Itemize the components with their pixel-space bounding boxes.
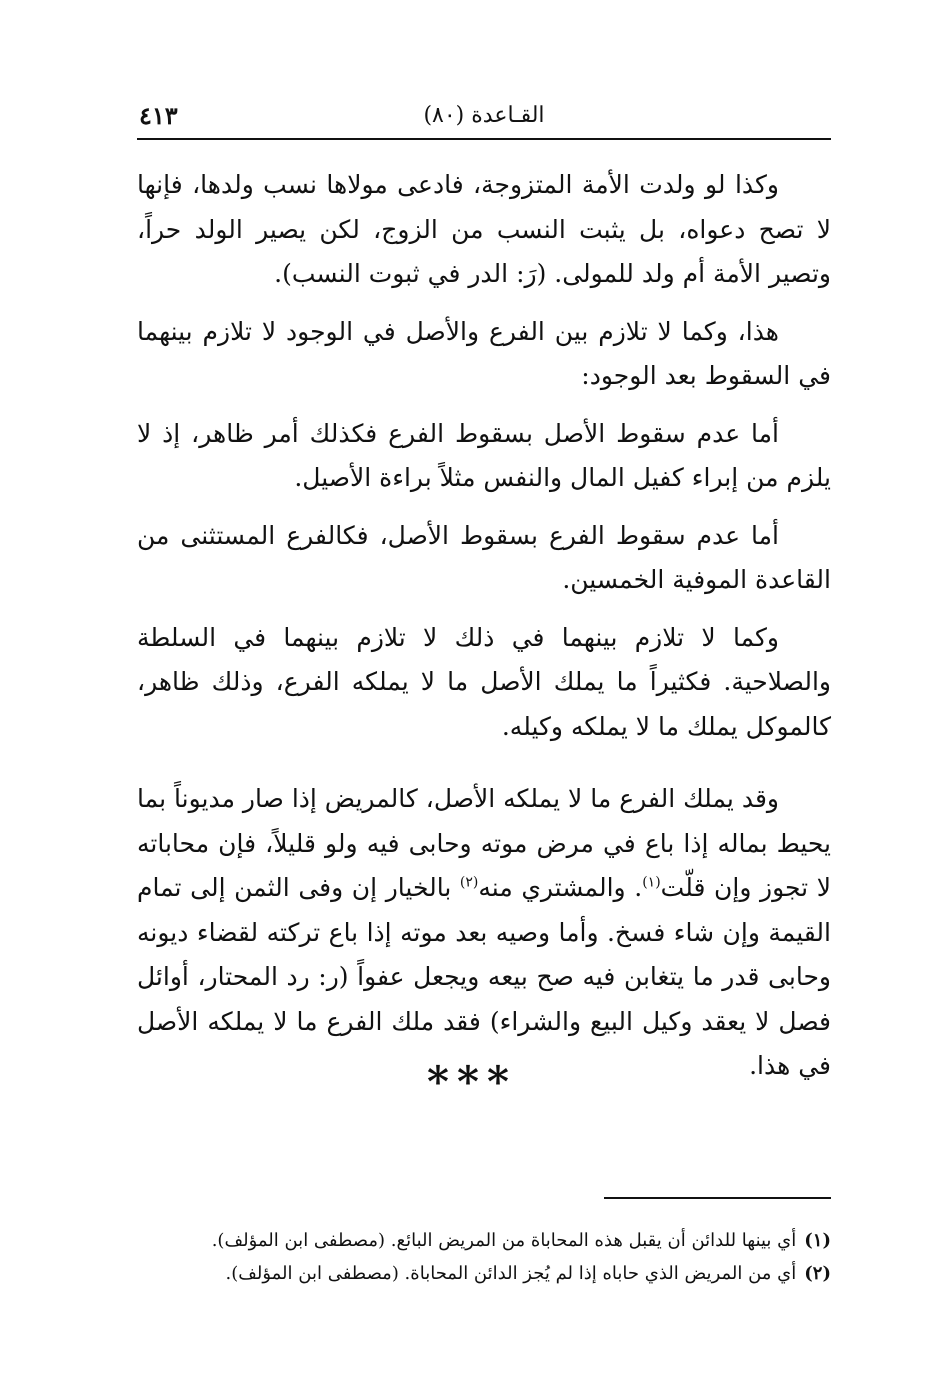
paragraph-6-part-3: بالخيار إن وفى الثمن إلى تمام القيمة وإن شاء فسخ. وأما وصيه بعد موته إذا باع تركته لقضاء ديونه وحابى قدر ما يتغابن فيه صح بيعه ويجعل عفواً (ر: رد المحتار، أوائل فصل لا يعقد وكيل البيع والشراء) فقد ملك الفرع ما لا يملكه الأصل في هذا. [137,873,831,1080]
paragraph-1: وكذا لو ولدت الأمة المتزوجة، فادعى مولاها نسب ولدها، فإنها لا تصح دعواه، بل يثبت النسب من الزوج، لكن يصير الولد حراً، وتصير الأمة أم ولد للمولى. (رَ: الدر في ثبوت النسب). [137,170,831,288]
main-text [137,163,831,1102]
header-divider [137,138,831,140]
paragraph-5: وكما لا تلازم بينهما في ذلك لا تلازم بينهما في السلطة والصلاحية. فكثيراً ما يملك الأصل ما لا يملكه الفرع، وذلك ظاهر، كالموكل يملك ما لا يملكه وكيله. [137,622,831,741]
chapter-title: القـاعدة (٨٠) [423,103,545,128]
footnote-1 [137,1226,831,1255]
footnote-ref-2[interactable]: (٢) [459,874,479,891]
paragraph-6-part-1: وقد يملك الفرع ما لا يملكه الأصل، كالمريض إذا صار مديوناً بما يحيط بماله إذا باع في مرض موته وحابى فيه ولو قليلاً، فإن محاباته لا تجوز وإن قلّت [137,784,831,902]
footnote-divider [604,1197,831,1199]
running-header [137,95,831,135]
paragraph-3: أما عدم سقوط الأصل بسقوط الفرع فكذلك أمر ظاهر، إذ لا يلزم من إبراء كفيل المال والنفس مثلاً براءة الأصيل. [137,418,831,492]
footnote-number: (٢) [804,1263,831,1284]
section-separator: *** [427,1057,517,1106]
footnote-ref-1[interactable]: (١) [642,874,661,891]
paragraph-4: أما عدم سقوط الفرع بسقوط الأصل، فكالفرع المستثنى من القاعدة الموفية الخمسين. [137,520,831,594]
footnote-text: أي من المريض الذي حاباه إذا لم يُجز الدائن المحاباة. (مصطفى ابن المؤلف). [225,1263,797,1284]
footnote-number: (١) [804,1230,831,1251]
page-number: ٤١٣ [139,101,178,130]
footnote-2 [137,1259,831,1288]
footnotes [137,1226,831,1292]
paragraph-2: هذا، وكما لا تلازم بين الفرع والأصل في الوجود لا تلازم بينهما في السقوط بعد الوجود: [137,316,831,390]
paragraph-6 [137,777,831,1089]
paragraph-6-part-2: . والمشتري منه [478,873,643,902]
footnote-text: أي بينها للدائن أن يقبل هذه المحاباة من المريض البائع. (مصطفى ابن المؤلف). [211,1230,797,1251]
